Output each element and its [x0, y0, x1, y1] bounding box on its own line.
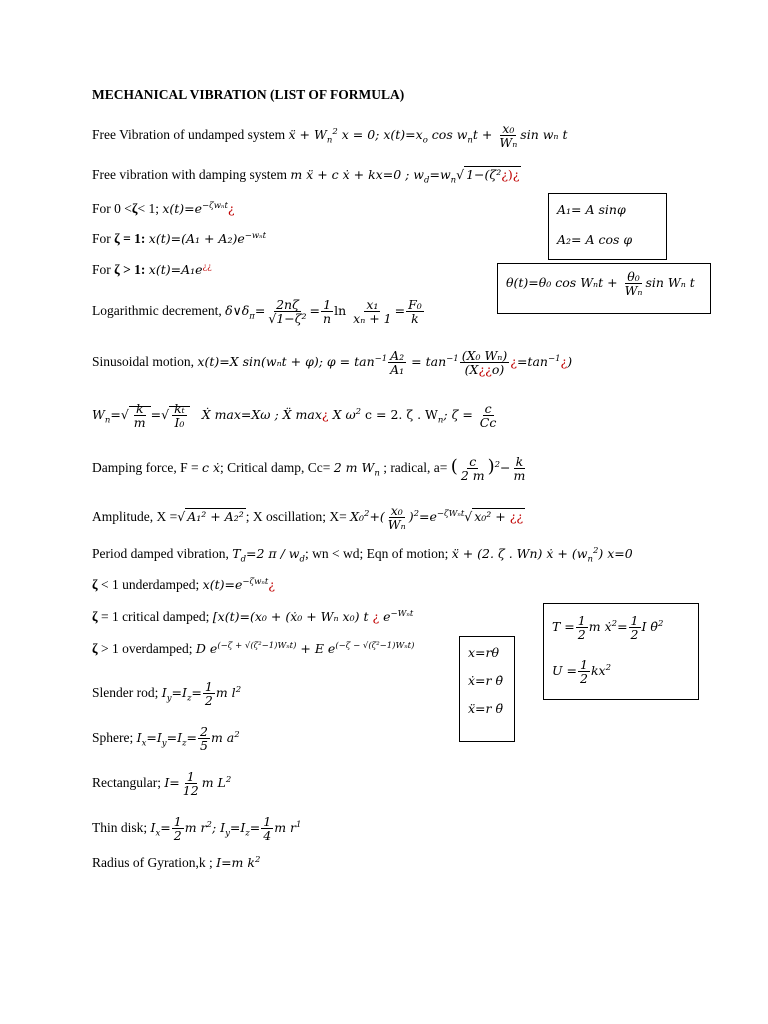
displacement: x=rθ	[468, 645, 500, 660]
formula-zeta-less-one: For 0 <ζ< 1; $x(t)=e^{-\zeta w_nt}¿$	[92, 200, 235, 216]
kinematics-box	[459, 636, 515, 742]
formula-radius-gyration: Radius of Gyration,k ; I=m $k^2$	[92, 854, 261, 870]
formula-period-damped: Period damped vibration, $T_d=2$ π / $w_d$; wn < wd; Eqn of motion; ẍ + (2. ζ . Wn) ẋ + $(w_n^2)$ x=0	[92, 545, 633, 565]
formula-damping-force: Damping force, F = c ẋ; Critical damp, Cc= 2 m $W_n$ ; radical, a= ( $\frac{c}{2 m}$ )$^2$− $\frac{k}{m}$	[92, 454, 526, 484]
formula-zeta-equal-one: For ζ = 1: $x(t)=(A_1 + A_2)e^{-w_nt}$	[92, 230, 267, 246]
formula-underdamped: ζ < 1 underdamped; $x(t)=e^{-\zeta w_nt}¿$	[92, 576, 275, 592]
formula-free-damped	[92, 166, 521, 184]
formula-zeta-greater-one: For ζ > 1: x(t)=A₁e¿¿	[92, 261, 212, 277]
kinetic-energy: T = $\frac{1}{2}$ m ẋ$^2$= $\frac{1}{2}$ I θ̇$^2$	[552, 613, 664, 643]
formula-sinusoidal: Sinusoidal motion, x(t)=X sin(wₙt + φ); $\varphi = \tan^{-1}$ $\frac{\text{A₂}}{\text{A₁}}$ = $\tan^{-1}$ $\frac{\text{(X₀ Wₙ)}}{(X¿¿o)}$ ¿$=\tan^{-1}¿$)	[92, 348, 573, 378]
formula-sphere: Sphere; $I_x=I_y=I_z=$ $\frac{2}{5}$ m $a^2$	[92, 724, 240, 754]
page-title: MECHANICAL VIBRATION (LIST OF FORMULA)	[92, 87, 405, 102]
formula-thin-disk: Thin disk; $I_x=$ $\frac{1}{2}$ m $r^2$; $I_y=I_z=$ $\frac{1}{4}$ m $r^1$	[92, 814, 302, 844]
formula-free-undamped	[92, 122, 567, 149]
acceleration: ẍ=r θ̈	[468, 701, 503, 716]
formula-critical-damped: ζ = 1 critical damped; [x(t)=(x₀ + (ẋ₀ + Wₙ x₀) t ¿ $e^{-W_nt}$	[92, 608, 414, 624]
velocity: ẋ=r θ̇	[468, 673, 503, 688]
label: Free vibration with damping system	[92, 167, 291, 182]
amplitude-box	[548, 193, 667, 260]
theta-box	[497, 263, 711, 314]
theta-equation: θ(t)=θ₀ cos Wₙt + $\frac{\text{θ₀}}{\text{Wₙ}}$ sin Wₙ t	[506, 269, 695, 299]
equation: m ẍ + c ẋ + kx=0 ; $w_d=w_n√$ 1−(ζ²¿)¿	[290, 167, 520, 186]
formula-rectangular: Rectangular; I= $\frac{1}{12}$ m $L^2$	[92, 769, 232, 799]
equation: ẍ + $W_n^2$ x = 0; $x(t)=x_o$ $\cos w_nt$ + $\frac{\text{x₀}}{\text{Wₙ}}$ sin wₙ t	[288, 121, 568, 151]
label: Free Vibration of undamped system	[92, 127, 289, 143]
energy-box	[543, 603, 699, 700]
fraction: $\frac{\text{x₀}}{\text{Wₙ}}$	[499, 121, 518, 151]
formula-natural-frequency: $W_n=√$ $\frac{k}{m}$ =√ $\frac{\text{kₜ}}{\text{I₀}}$ Ẋ max=Xω ; Ẍ max¿ X $\omega^2$ c = 2. ζ . $W_n$; ζ = $\frac{c}{Cc}$	[92, 401, 497, 431]
amplitude-a1: A₁= A sinφ	[557, 202, 626, 217]
formula-log-decrement: Logarithmic decrement, $\delta\vee\delta_\pi=$ $\frac{2n\zeta}{\text{√1−ζ²}}$ = $\frac{1}{n}$ ln $\frac{\text{x₁}}{\text{xₙ + 1}}$ = $\frac{\text{F₀}}{k}$	[92, 297, 422, 327]
amplitude-a2: A₂= A cos φ	[557, 232, 633, 247]
formula-slender-rod: Slender rod; $I_y=I_z=$ $\frac{1}{2}$ m $l^2$	[92, 679, 242, 709]
potential-energy: U = $\frac{1}{2}$ $kx^2$	[552, 657, 611, 687]
formula-amplitude: Amplitude, X =√ A₁² + A₂² ; X oscillation; X= X₀$^2$+( $\frac{\text{x₀}}{\text{Wₙ}}$ )$^2=e^{-\zeta W_nt}√$ x₀² + ¿¿	[92, 503, 524, 533]
formula-overdamped: ζ > 1 overdamped; D $e^{(-\zeta + √(\zeta^2-1)W_nt)} + E$ $e^{(-\zeta - √(\zeta^2-1)W_nt)}$	[92, 640, 415, 656]
